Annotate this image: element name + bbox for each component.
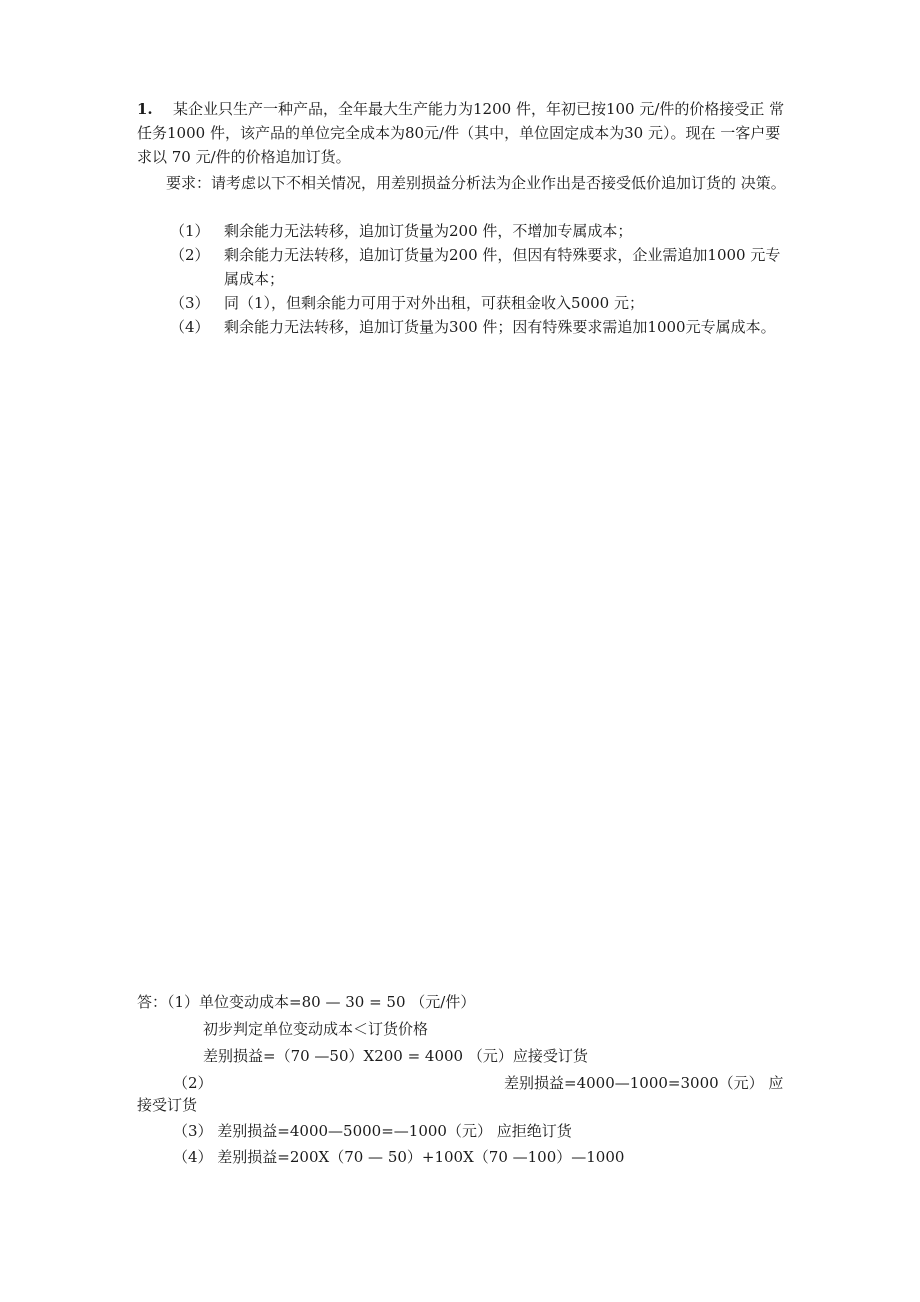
option-item [170,315,786,339]
option-number: （1） [170,222,210,240]
question-text: 某企业只生产一种产品，全年最大生产能力为1200 件，年初已按100 元/件的价格接受正 常任务1000 件，该产品的单位完全成本为80元/件（其中，单位固定成本为30 元）。现在 一客户要求以 70 元/件的价格追加订货。 [137,100,785,166]
requirement-text: 要求：请考虑以下不相关情况，用差别损益分析法为企业作出是否接受低价追加订货的 决策。 [166,174,786,192]
option-item [170,243,786,291]
option-number: （4） [170,318,210,336]
answer-line-6: （3） 差别损益=4000—5000=—1000（元） 应拒绝订货 [173,1122,572,1140]
option-item [170,219,786,243]
option-number: （2） [170,246,210,264]
option-text: 剩余能力无法转移，追加订货量为200 件，不增加专属成本； [224,222,633,240]
option-text: 剩余能力无法转移，追加订货量为300 件；因有特殊要求需追加1000元专属成本。 [224,318,776,336]
answer-line-4-right: 差别损益=4000—1000=3000（元） 应 [504,1074,784,1092]
answer-line-2: 初步判定单位变动成本＜订货价格 [203,1020,429,1038]
answer-line-1: 答：（1）单位变动成本=80 — 30 = 50 （元/件） [137,993,476,1011]
answer-line-3: 差别损益=（70 —50）X200 = 4000 （元）应接受订货 [203,1047,588,1065]
option-text: 剩余能力无法转移，追加订货量为200 件，但因有特殊要求，企业需追加1000 元专属成本； [224,246,781,288]
question-number: 1. [137,100,153,118]
answer-line-4-left: （2） [173,1074,213,1092]
answer-line-5: 接受订货 [137,1096,198,1114]
answer-line-7: （4） 差别损益=200X（70 — 50）+100X（70 —100）—1000 [173,1148,625,1166]
option-item [170,291,786,315]
option-text: 同（1），但剩余能力可用于对外出租，可获租金收入5000 元； [224,294,644,312]
option-number: （3） [170,294,210,312]
